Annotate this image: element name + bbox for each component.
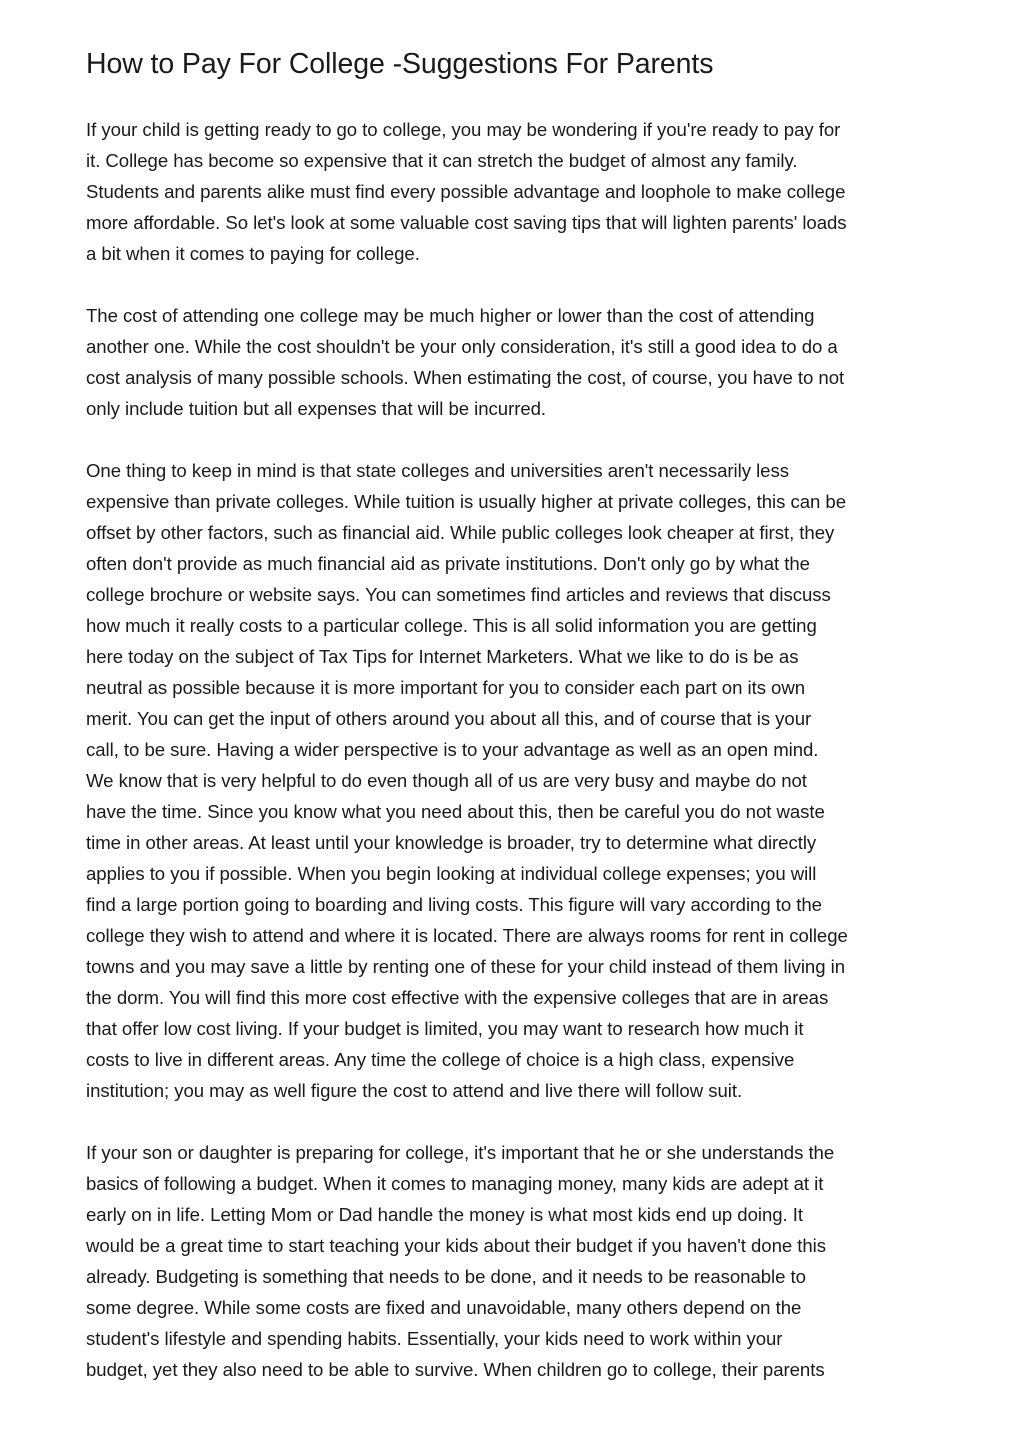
- paragraph-line: basics of following a budget. When it comes to managing money, many kids are adept at it: [86, 1173, 824, 1194]
- paragraph-line: towns and you may save a little by renting one of these for your child instead of them living in: [86, 956, 845, 977]
- paragraph-line: budget, yet they also need to be able to survive. When children go to college, their parents: [86, 1359, 825, 1380]
- paragraph-2: [86, 300, 844, 424]
- paragraph-4: [86, 1137, 834, 1385]
- paragraph-line: expensive than private colleges. While tuition is usually higher at private colleges, this can be: [86, 491, 846, 512]
- paragraph-line: more affordable. So let's look at some valuable cost saving tips that will lighten parents' loads: [86, 212, 847, 233]
- paragraph-line: institution; you may as well figure the cost to attend and live there will follow suit.: [86, 1080, 743, 1101]
- paragraph-line: college brochure or website says. You can sometimes find articles and reviews that discuss: [86, 584, 831, 605]
- paragraph-line: some degree. While some costs are fixed and unavoidable, many others depend on the: [86, 1297, 802, 1318]
- paragraph-line: Students and parents alike must find every possible advantage and loophole to make college: [86, 181, 846, 202]
- paragraph-line: the dorm. You will find this more cost effective with the expensive colleges that are in areas: [86, 987, 829, 1008]
- paragraph-line: student's lifestyle and spending habits. Essentially, your kids need to work within your: [86, 1328, 783, 1349]
- paragraph-line: here today on the subject of Tax Tips for Internet Marketers. What we like to do is be as: [86, 646, 799, 667]
- paragraph-line: If your child is getting ready to go to college, you may be wondering if you're ready to pay for: [86, 119, 841, 140]
- paragraph-line: early on in life. Letting Mom or Dad handle the money is what most kids end up doing. It: [86, 1204, 804, 1225]
- paragraph-line: call, to be sure. Having a wider perspective is to your advantage as well as an open mind.: [86, 739, 819, 760]
- paragraph-line: college they wish to attend and where it is located. There are always rooms for rent in college: [86, 925, 848, 946]
- paragraph-line: The cost of attending one college may be much higher or lower than the cost of attending: [86, 305, 815, 326]
- paragraph-line: another one. While the cost shouldn't be your only consideration, it's still a good idea to do a: [86, 336, 838, 357]
- paragraph-line: a bit when it comes to paying for college.: [86, 243, 420, 264]
- paragraph-line: offset by other factors, such as financial aid. While public colleges look cheaper at first, they: [86, 522, 835, 543]
- paragraph-line: have the time. Since you know what you need about this, then be careful you do not waste: [86, 801, 825, 822]
- paragraph-line: that offer low cost living. If your budget is limited, you may want to research how much it: [86, 1018, 804, 1039]
- paragraph-3: [86, 455, 848, 1106]
- paragraph-line: it. College has become so expensive that it can stretch the budget of almost any family.: [86, 150, 798, 171]
- paragraph-line: costs to live in different areas. Any time the college of choice is a high class, expensive: [86, 1049, 795, 1070]
- paragraph-line: would be a great time to start teaching your kids about their budget if you haven't done this: [86, 1235, 827, 1256]
- paragraph-line: We know that is very helpful to do even though all of us are very busy and maybe do not: [86, 770, 807, 791]
- paragraph-1: [86, 114, 847, 269]
- page-title: How to Pay For College -Suggestions For Parents: [86, 48, 714, 80]
- paragraph-line: If your son or daughter is preparing for college, it's important that he or she understands the: [86, 1142, 835, 1163]
- paragraph-line: applies to you if possible. When you begin looking at individual college expenses; you will: [86, 863, 817, 884]
- paragraph-line: only include tuition but all expenses that will be incurred.: [86, 398, 547, 419]
- paragraph-line: already. Budgeting is something that needs to be done, and it needs to be reasonable to: [86, 1266, 806, 1287]
- paragraph-line: merit. You can get the input of others around you about all this, and of course that is your: [86, 708, 812, 729]
- paragraph-line: often don't provide as much financial aid as private institutions. Don't only go by what the: [86, 553, 810, 574]
- paragraph-line: neutral as possible because it is more important for you to consider each part on its own: [86, 677, 806, 698]
- paragraph-line: time in other areas. At least until your knowledge is broader, try to determine what directly: [86, 832, 817, 853]
- paragraph-line: cost analysis of many possible schools. When estimating the cost, of course, you have to not: [86, 367, 845, 388]
- paragraph-line: One thing to keep in mind is that state colleges and universities aren't necessarily less: [86, 460, 789, 481]
- paragraph-line: find a large portion going to boarding and living costs. This figure will vary according to the: [86, 894, 822, 915]
- paragraph-line: how much it really costs to a particular college. This is all solid information you are getting: [86, 615, 817, 636]
